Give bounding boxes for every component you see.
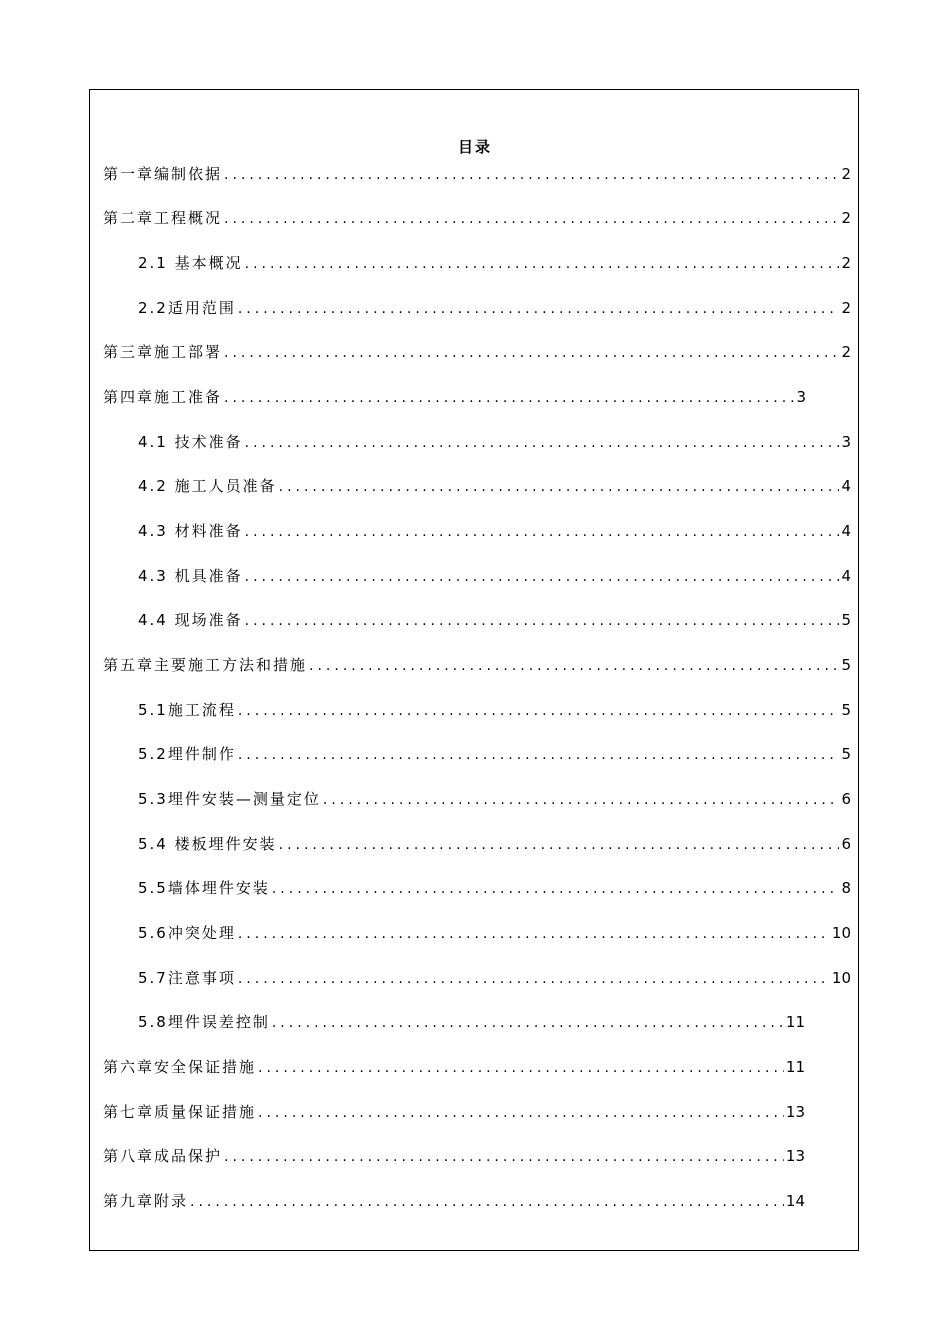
toc-entry-label: 5.1施工流程 [138, 701, 236, 719]
toc-entry[interactable] [138, 738, 851, 764]
toc-leader-dots [245, 434, 840, 452]
toc-entry[interactable] [138, 426, 851, 452]
toc-entry-label: 4.3 材料准备 [138, 522, 243, 540]
toc-entry-page: 3 [796, 388, 806, 406]
toc-entry-label: 第二章工程概况 [103, 209, 223, 227]
toc-entry[interactable] [138, 560, 851, 586]
toc-entry[interactable] [103, 158, 851, 184]
toc-entry-label: 第五章主要施工方法和措施 [103, 656, 308, 674]
toc-leader-dots [238, 702, 840, 720]
toc-entry-page: 13 [785, 1147, 805, 1165]
toc-entry-page: 8 [841, 879, 851, 897]
toc-entry[interactable] [103, 1051, 805, 1077]
toc-entry-page: 4 [841, 567, 851, 585]
toc-entry[interactable] [103, 1185, 805, 1211]
toc-entry-page: 10 [831, 969, 851, 987]
toc-entry[interactable] [138, 247, 851, 273]
toc-entry-page: 2 [841, 209, 851, 227]
toc-entry-label: 5.6冲突处理 [138, 924, 236, 942]
toc-entry[interactable] [103, 202, 851, 228]
toc-entry[interactable] [138, 694, 851, 720]
toc-leader-dots [190, 1193, 784, 1211]
toc-entry-label: 4.1 技术准备 [138, 433, 243, 451]
toc-entry-label: 5.8埋件误差控制 [138, 1013, 270, 1031]
toc-entry-label: 5.5墙体埋件安装 [138, 879, 270, 897]
toc-leader-dots [258, 1059, 784, 1077]
toc-entry[interactable] [138, 515, 851, 541]
toc-leader-dots [279, 478, 840, 496]
toc-entry-label: 4.3 机具准备 [138, 567, 243, 585]
toc-entry-page: 2 [841, 343, 851, 361]
toc-entry-label: 第六章安全保证措施 [103, 1058, 257, 1076]
toc-leader-dots [245, 612, 840, 630]
toc-entry-page: 11 [785, 1013, 805, 1031]
toc-entry-page: 5 [841, 656, 851, 674]
toc-entry[interactable] [138, 470, 851, 496]
toc-entry-page: 6 [841, 835, 851, 853]
toc-leader-dots [272, 880, 840, 898]
toc-entry-label: 5.7注意事项 [138, 969, 236, 987]
toc-entry-label: 4.2 施工人员准备 [138, 477, 277, 495]
toc-leader-dots [224, 210, 839, 228]
toc-entry-page: 4 [841, 477, 851, 495]
toc-entry[interactable] [138, 604, 851, 630]
toc-leader-dots [224, 166, 839, 184]
toc-entry[interactable] [138, 828, 851, 854]
toc-entry[interactable] [103, 336, 851, 362]
toc-entry-label: 第八章成品保护 [103, 1147, 223, 1165]
toc-entry[interactable] [103, 1140, 805, 1166]
toc-leader-dots [309, 657, 839, 675]
toc-leader-dots [238, 746, 840, 764]
toc-entry-label: 第七章质量保证措施 [103, 1103, 257, 1121]
toc-entry[interactable] [138, 292, 851, 318]
toc-entry-page: 5 [841, 611, 851, 629]
toc-entry-label: 2.2适用范围 [138, 299, 236, 317]
toc-leader-dots [258, 1104, 784, 1122]
toc-entry-label: 2.1 基本概况 [138, 254, 243, 272]
toc-leader-dots [279, 836, 840, 854]
toc-leader-dots [238, 925, 830, 943]
toc-entry-page: 2 [841, 299, 851, 317]
toc-leader-dots [224, 1148, 784, 1166]
toc-leader-dots [245, 568, 840, 586]
toc-title: 目录 [457, 138, 492, 156]
toc-entry[interactable] [138, 962, 851, 988]
toc-entry-label: 第九章附录 [103, 1192, 189, 1210]
toc-entry[interactable] [103, 649, 851, 675]
toc-leader-dots [323, 791, 840, 809]
toc-entry-label: 第三章施工部署 [103, 343, 223, 361]
toc-entry[interactable] [138, 872, 851, 898]
toc-entry[interactable] [138, 783, 851, 809]
toc-entry-label: 4.4 现场准备 [138, 611, 243, 629]
toc-leader-dots [224, 344, 839, 362]
toc-entry-page: 13 [785, 1103, 805, 1121]
toc-entry[interactable] [138, 1006, 805, 1032]
toc-leader-dots [224, 389, 794, 407]
toc-entry-page: 2 [841, 254, 851, 272]
toc-entry-label: 第四章施工准备 [103, 388, 223, 406]
toc-entry-page: 4 [841, 522, 851, 540]
toc-entry-label: 第一章编制依据 [103, 165, 223, 183]
toc-leader-dots [238, 300, 840, 318]
toc-leader-dots [245, 255, 840, 273]
toc-entry-label: 5.3埋件安装—测量定位 [138, 790, 321, 808]
toc-entry-page: 14 [785, 1192, 805, 1210]
toc-leader-dots [238, 970, 830, 988]
toc-entry-page: 10 [831, 924, 851, 942]
toc-entry-page: 5 [841, 745, 851, 763]
toc-entry[interactable] [103, 1096, 805, 1122]
toc-entry-label: 5.2埋件制作 [138, 745, 236, 763]
toc-entry[interactable] [103, 381, 806, 407]
toc-leader-dots [272, 1014, 784, 1032]
toc-entry-page: 11 [785, 1058, 805, 1076]
toc-entry-label: 5.4 楼板埋件安装 [138, 835, 277, 853]
toc-entry-page: 2 [841, 165, 851, 183]
toc-entry[interactable] [138, 917, 851, 943]
toc-entry-page: 3 [841, 433, 851, 451]
toc-entry-page: 6 [841, 790, 851, 808]
toc-leader-dots [245, 523, 840, 541]
toc-entry-page: 5 [841, 701, 851, 719]
